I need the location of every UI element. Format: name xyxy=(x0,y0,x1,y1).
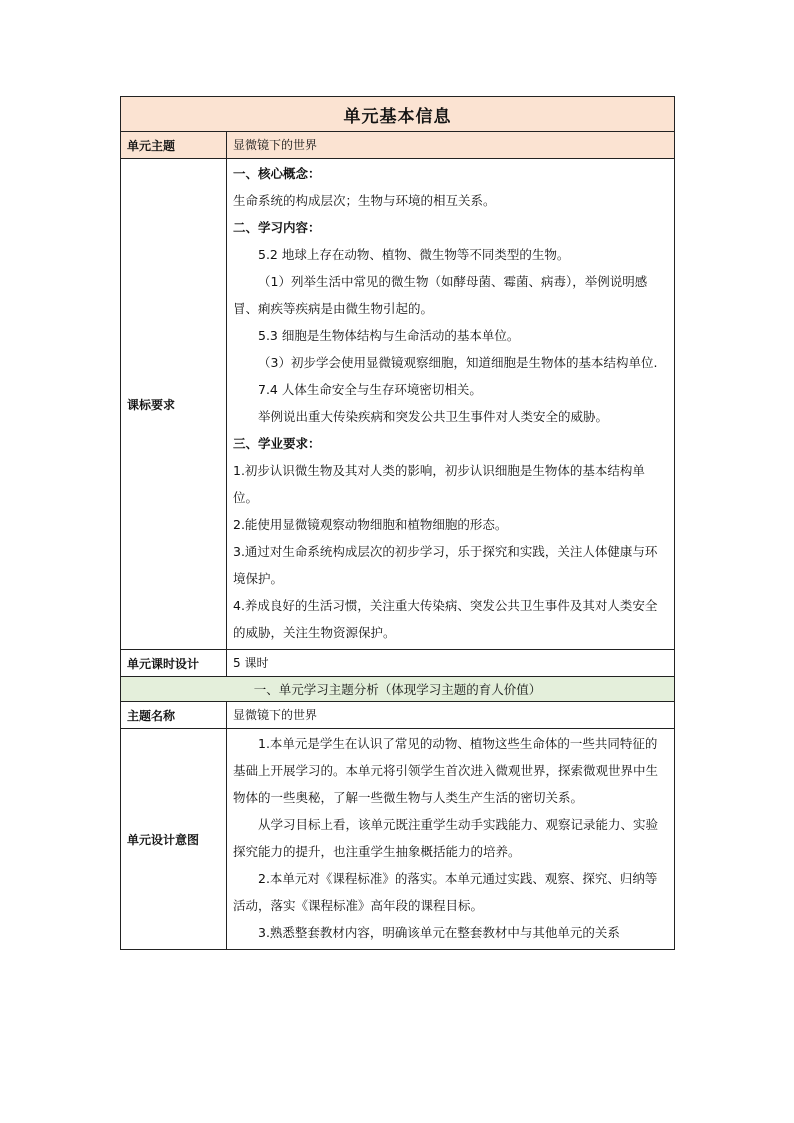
topic-row xyxy=(121,132,675,159)
section-subheading: 一、核心概念： xyxy=(233,166,321,181)
intent-paragraphs xyxy=(233,730,668,946)
theme-row xyxy=(121,702,675,729)
paragraph: 3.熟悉整套教材内容，明确该单元在整套教材中与其他单元的关系 xyxy=(258,925,620,940)
intent-row xyxy=(121,729,675,950)
paragraph: 从学习目标上看，该单元既注重学生动手实践能力、观察记录能力、实验探究能力的提升，也注重学生抽象概括能力的培养。 xyxy=(233,817,659,859)
paragraph: 2.能使用显微镜观察动物细胞和植物细胞的形态。 xyxy=(233,517,508,532)
paragraph: 4.养成良好的生活习惯，关注重大传染病、突发公共卫生事件及其对人类安全的威胁，关注生物资源保护。 xyxy=(233,598,658,640)
paragraph: 3.通过对生命系统构成层次的初步学习，乐于探究和实践，关注人体健康与环境保护。 xyxy=(233,544,658,586)
intent-content xyxy=(227,729,675,950)
unit-info-table xyxy=(120,96,675,950)
table-title-row xyxy=(121,97,675,132)
paragraph: （1）列举生活中常见的微生物（如酵母菌、霉菌、病毒），举例说明感冒、痢疾等疾病是由微生物引起的。 xyxy=(233,274,648,316)
paragraph: 2.本单元对《课程标准》的落实。本单元通过实践、观察、探究、归纳等活动，落实《课程标准》高年段的课程目标。 xyxy=(233,871,658,913)
intent-label: 单元设计意图 xyxy=(121,729,227,950)
theme-label: 主题名称 xyxy=(121,702,227,729)
standard-content xyxy=(227,159,675,650)
section-subheading: 三、学业要求： xyxy=(233,436,321,451)
paragraph: 5.2 地球上存在动物、植物、微生物等不同类型的生物。 xyxy=(258,247,570,262)
hours-row xyxy=(121,650,675,677)
hours-value: 5 课时 xyxy=(227,650,675,677)
section-heading: 一、单元学习主题分析（体现学习主题的育人价值） xyxy=(121,677,675,702)
paragraph: 1.本单元是学生在认识了常见的动物、植物这些生命体的一些共同特征的基础上开展学习的。本单元将引领学生首次进入微观世界，探索微观世界中生物体的一些奥秘，了解一些微生物与人类生产生活的密切关系。 xyxy=(233,736,659,805)
section-heading-row xyxy=(121,677,675,702)
topic-label: 单元主题 xyxy=(121,132,227,159)
paragraph: 举例说出重大传染疾病和突发公共卫生事件对人类安全的威胁。 xyxy=(258,409,609,424)
paragraph: 1.初步认识微生物及其对人类的影响，初步认识细胞是生物体的基本结构单位。 xyxy=(233,463,645,505)
topic-value: 显微镜下的世界 xyxy=(227,132,675,159)
section-subheading: 二、学习内容： xyxy=(233,220,321,235)
table-title: 单元基本信息 xyxy=(121,97,675,132)
paragraph: 7.4 人体生命安全与生存环境密切相关。 xyxy=(258,382,482,397)
standard-paragraphs xyxy=(233,160,668,646)
paragraph: 5.3 细胞是生物体结构与生命活动的基本单位。 xyxy=(258,328,520,343)
paragraph: （3）初步学会使用显微镜观察细胞，知道细胞是生物体的基本结构单位. xyxy=(258,355,658,370)
paragraph: 生命系统的构成层次；生物与环境的相互关系。 xyxy=(233,193,496,208)
standard-label: 课标要求 xyxy=(121,159,227,650)
standard-row xyxy=(121,159,675,650)
hours-label: 单元课时设计 xyxy=(121,650,227,677)
theme-value: 显微镜下的世界 xyxy=(227,702,675,729)
